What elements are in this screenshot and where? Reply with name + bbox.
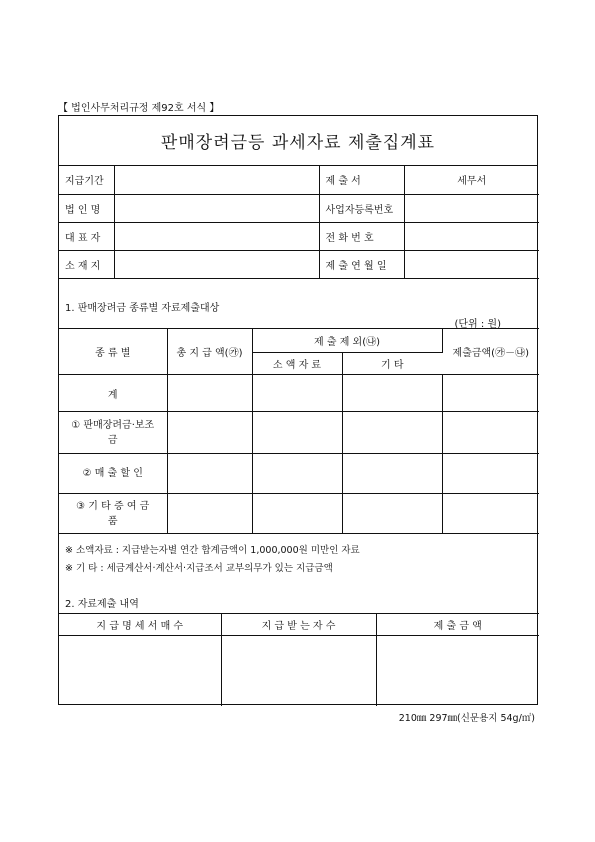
value-submit-office[interactable]: 세무서 xyxy=(404,166,539,194)
table-row xyxy=(59,454,539,494)
cell-other[interactable] xyxy=(342,494,442,534)
label-submit-office: 제 출 서 xyxy=(319,166,404,194)
notes xyxy=(65,542,360,578)
info-row xyxy=(59,250,539,278)
cell-submitted[interactable] xyxy=(442,375,539,412)
cell-statement-count[interactable] xyxy=(59,636,221,706)
section2-heading: 2. 자료제출 내역 xyxy=(65,599,139,610)
form-title: 판매장려금등 과세자료 제출집계표 xyxy=(59,116,537,166)
cell-submitted[interactable] xyxy=(442,494,539,534)
header-kind: 종 류 별 xyxy=(59,329,167,375)
label-business-number: 사업자등록번호 xyxy=(319,194,404,222)
value-address[interactable] xyxy=(114,250,319,278)
table-row xyxy=(59,636,539,706)
cell-other[interactable] xyxy=(342,454,442,494)
cell-other[interactable] xyxy=(342,412,442,454)
cell-small[interactable] xyxy=(252,375,342,412)
note-other: ※ 기 타 : 세금계산서·계산서·지급조서 교부의무가 있는 지급금액 xyxy=(65,563,333,574)
header-statement-count: 지 급 명 세 서 매 수 xyxy=(59,614,221,636)
header-submit-amount: 제 출 금 액 xyxy=(376,614,539,636)
form-reference: 【 법인사무처리규정 제92호 서식 】 xyxy=(58,103,220,114)
cell-small[interactable] xyxy=(252,412,342,454)
cell-small[interactable] xyxy=(252,454,342,494)
table-row xyxy=(59,412,539,454)
label-submit-date: 제 출 연 월 일 xyxy=(319,250,404,278)
cell-recipient-count[interactable] xyxy=(221,636,376,706)
cell-total-paid[interactable] xyxy=(167,494,252,534)
value-corp-name[interactable] xyxy=(114,194,319,222)
label-representative: 대 표 자 xyxy=(59,222,114,250)
row-label-incentive: ① 판매장려금·보조금 xyxy=(59,412,167,454)
value-business-number[interactable] xyxy=(404,194,539,222)
header-total-paid: 총 지 급 액(㉮) xyxy=(167,329,252,375)
info-row xyxy=(59,194,539,222)
cell-submitted[interactable] xyxy=(442,412,539,454)
header-submitted: 제출금액(㉮－㉯) xyxy=(442,329,539,375)
info-row xyxy=(59,166,539,194)
table-row xyxy=(59,494,539,534)
submission-table xyxy=(59,613,539,706)
value-representative[interactable] xyxy=(114,222,319,250)
table-row xyxy=(59,375,539,412)
cell-total-paid[interactable] xyxy=(167,375,252,412)
value-phone[interactable] xyxy=(404,222,539,250)
cell-small[interactable] xyxy=(252,494,342,534)
header-small: 소 액 자 료 xyxy=(252,353,342,375)
value-submit-date[interactable] xyxy=(404,250,539,278)
row-label-gifts: ③ 기 타 증 여 금 품 xyxy=(59,494,167,534)
label-payment-period: 지급기간 xyxy=(59,166,114,194)
header-other: 기 타 xyxy=(342,353,442,375)
cell-submit-amount[interactable] xyxy=(376,636,539,706)
label-corp-name: 법 인 명 xyxy=(59,194,114,222)
label-phone: 전 화 번 호 xyxy=(319,222,404,250)
paper-size-note: 210㎜ 297㎜(신문용지 54g/㎡) xyxy=(398,713,535,724)
cell-total-paid[interactable] xyxy=(167,454,252,494)
unit-label: (단위 : 원) xyxy=(454,319,501,330)
section1-heading: 1. 판매장려금 종류별 자료제출대상 xyxy=(65,303,220,314)
info-row xyxy=(59,222,539,250)
row-label-discount: ② 매 출 할 인 xyxy=(59,454,167,494)
cell-other[interactable] xyxy=(342,375,442,412)
cell-submitted[interactable] xyxy=(442,454,539,494)
kinds-table xyxy=(59,328,539,534)
label-address: 소 재 지 xyxy=(59,250,114,278)
header-recipient-count: 지 급 받 는 자 수 xyxy=(221,614,376,636)
row-label-total: 계 xyxy=(59,375,167,412)
cell-total-paid[interactable] xyxy=(167,412,252,454)
header-excluded: 제 출 제 외(㉯) xyxy=(252,329,442,353)
value-payment-period[interactable] xyxy=(114,166,319,194)
info-table xyxy=(59,166,539,279)
form-frame xyxy=(58,115,538,705)
note-small: ※ 소액자료 : 지급받는자별 연간 합계금액이 1,000,000원 미만인 자료 xyxy=(65,545,360,556)
